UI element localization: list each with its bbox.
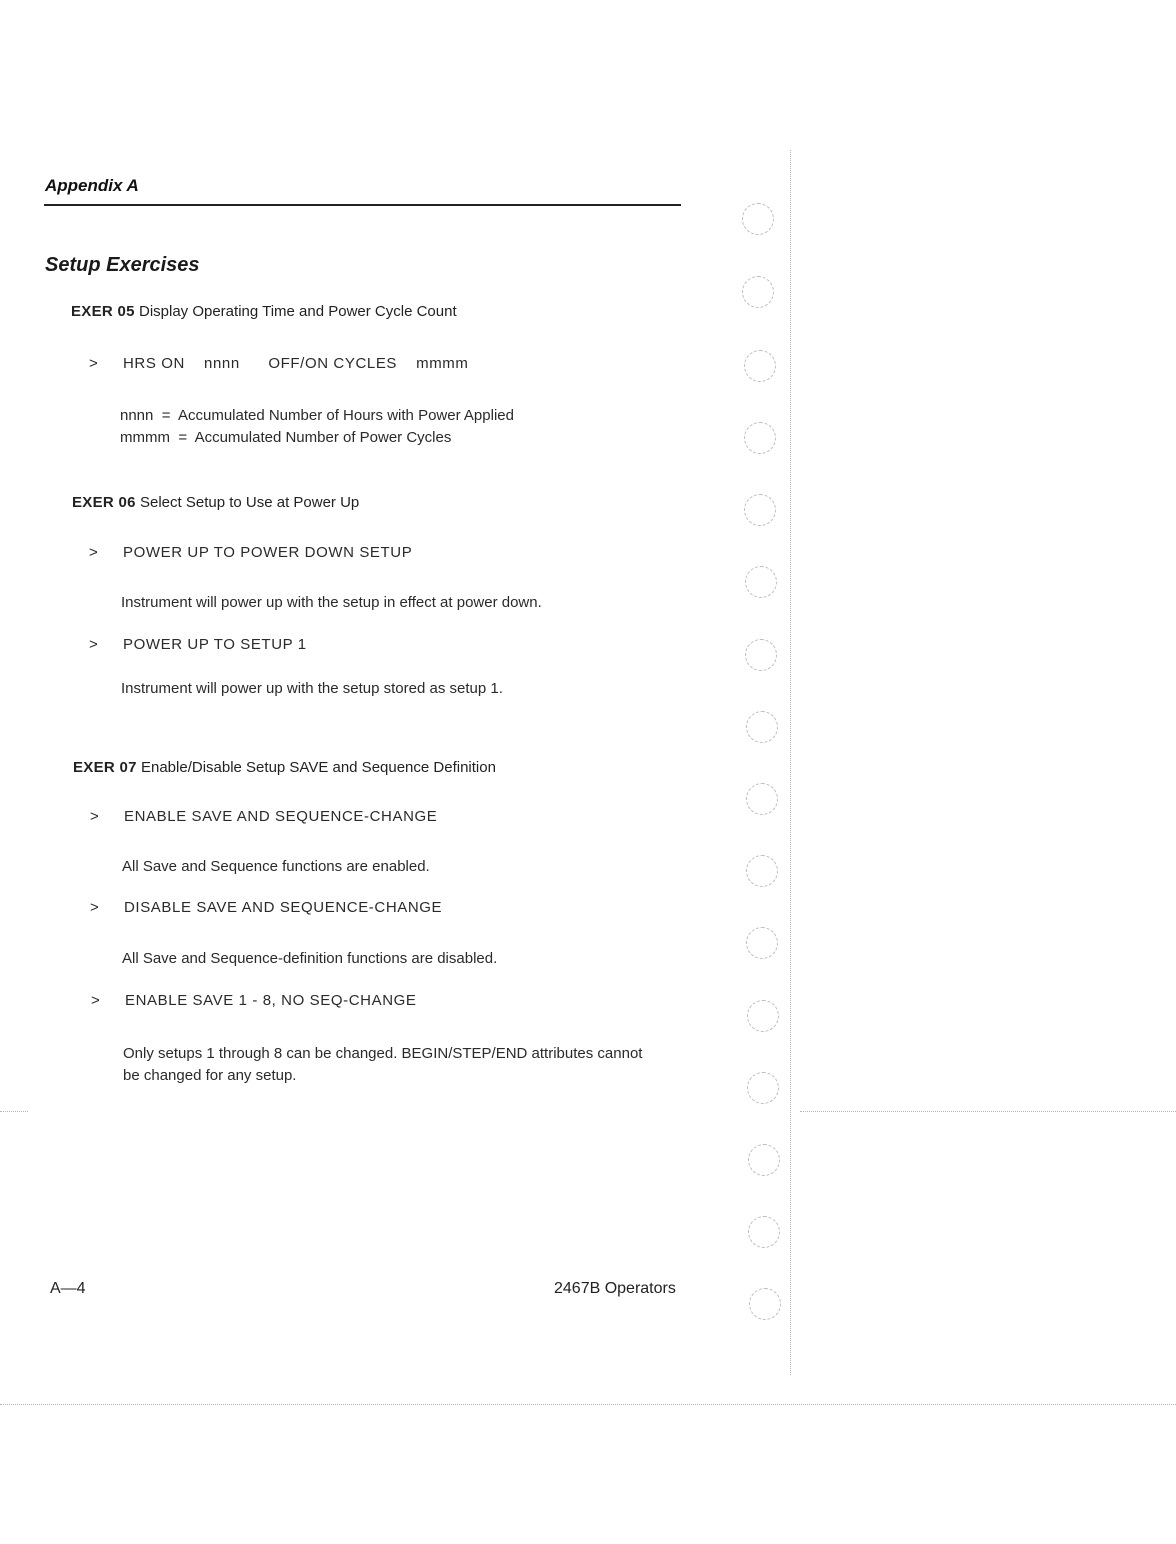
description-line: be changed for any setup. — [123, 1067, 297, 1084]
exercise-heading — [73, 759, 496, 776]
exercise-title: Enable/Disable Setup SAVE and Sequence Definition — [140, 759, 496, 776]
binder-hole — [748, 1144, 780, 1176]
option-marker: > — [89, 636, 99, 653]
binder-hole — [742, 276, 774, 308]
exercise-title: Select Setup to Use at Power Up — [139, 494, 360, 511]
exercise-title: Display Operating Time and Power Cycle Count — [138, 303, 457, 320]
option-line — [90, 899, 442, 916]
option-marker: > — [89, 355, 99, 372]
option-marker: > — [90, 899, 100, 916]
binder-hole — [747, 1072, 779, 1104]
exercise-code: EXER 07 — [73, 759, 137, 776]
binder-hole — [745, 639, 777, 671]
option-line — [90, 808, 437, 825]
binder-hole — [746, 783, 778, 815]
binder-hole — [744, 494, 776, 526]
description-line: nnnn = Accumulated Number of Hours with Power Applied — [120, 407, 514, 424]
option-marker: > — [91, 992, 101, 1009]
section-title: Setup Exercises — [45, 254, 200, 276]
scan-line-right — [800, 1111, 1176, 1112]
option-description — [122, 856, 430, 878]
option-text: DISABLE SAVE AND SEQUENCE-CHANGE — [124, 899, 443, 916]
option-description — [123, 1043, 642, 1087]
binder-hole — [749, 1288, 781, 1320]
option-line — [89, 636, 307, 653]
option-marker: > — [89, 544, 99, 561]
option-description — [121, 592, 542, 614]
binder-hole — [747, 1000, 779, 1032]
page-edge-line — [790, 150, 791, 1375]
option-line — [91, 992, 417, 1009]
binder-hole — [746, 927, 778, 959]
binder-hole — [742, 203, 774, 235]
page-number: A—4 — [50, 1280, 86, 1297]
description-line: Instrument will power up with the setup in effect at power down. — [121, 594, 542, 611]
header-rule — [44, 204, 681, 206]
option-text: ENABLE SAVE AND SEQUENCE-CHANGE — [124, 808, 438, 825]
manual-title: 2467B Operators — [554, 1280, 676, 1297]
description-line: All Save and Sequence-definition functions are disabled. — [122, 950, 498, 967]
description-line: All Save and Sequence functions are enabled. — [122, 858, 430, 875]
option-marker: > — [90, 808, 100, 825]
binder-hole — [744, 422, 776, 454]
binder-hole — [746, 711, 778, 743]
option-description — [120, 405, 514, 449]
appendix-label: Appendix A — [45, 176, 139, 195]
option-text: ENABLE SAVE 1 - 8, NO SEQ-CHANGE — [125, 992, 417, 1009]
binder-hole — [744, 350, 776, 382]
option-text: POWER UP TO POWER DOWN SETUP — [123, 544, 413, 561]
exercise-code: EXER 06 — [72, 494, 136, 511]
description-line: Only setups 1 through 8 can be changed. BEGIN/STEP/END attributes cannot — [123, 1045, 643, 1062]
option-text: HRS ON nnnn OFF/ON CYCLES mmmm — [123, 355, 469, 372]
binder-hole — [745, 566, 777, 598]
option-description — [122, 948, 497, 970]
description-line: Instrument will power up with the setup stored as setup 1. — [121, 680, 503, 697]
description-line: mmmm = Accumulated Number of Power Cycles — [120, 429, 452, 446]
scan-line-bottom — [0, 1404, 1176, 1405]
exercise-code: EXER 05 — [71, 303, 135, 320]
option-text: POWER UP TO SETUP 1 — [123, 636, 307, 653]
scan-line-left — [0, 1111, 28, 1112]
option-line — [89, 355, 468, 372]
exercise-heading — [72, 494, 359, 511]
exercise-heading — [71, 303, 457, 320]
option-line — [89, 544, 412, 561]
binder-hole — [748, 1216, 780, 1248]
option-description — [121, 678, 503, 700]
binder-hole — [746, 855, 778, 887]
